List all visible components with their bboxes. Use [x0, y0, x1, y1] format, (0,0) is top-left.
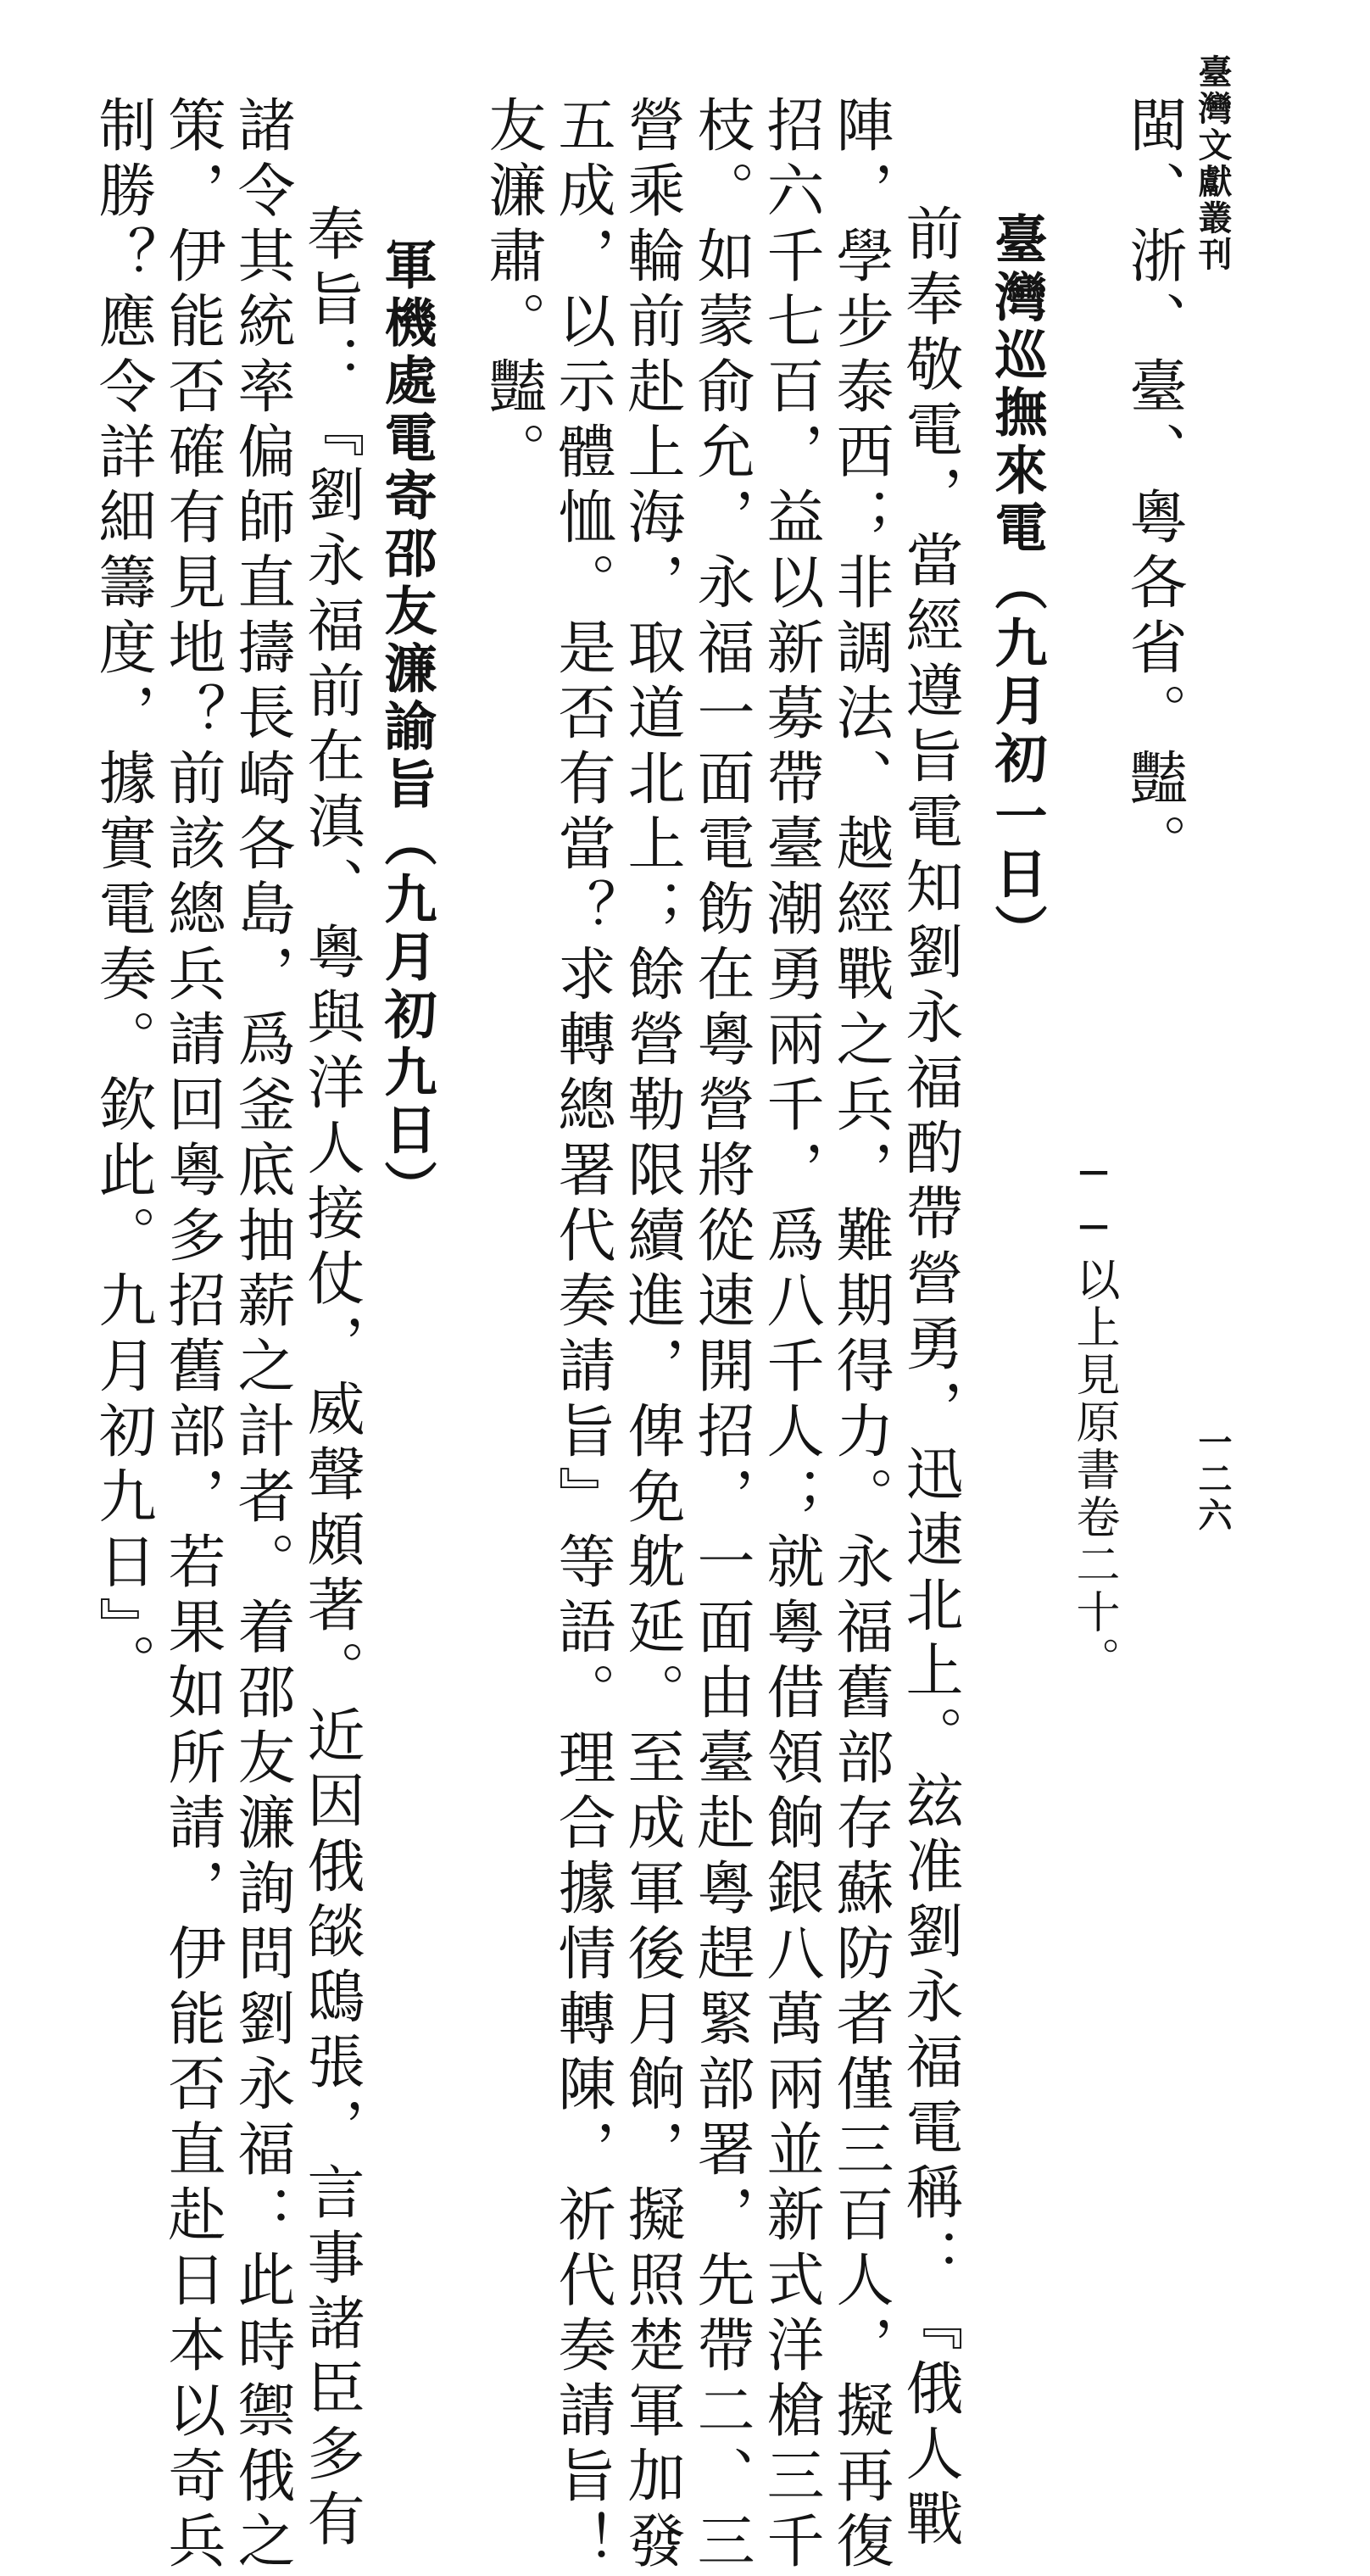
- text-line-1: 閩、浙、臺、粵各省。豔。: [1120, 95, 1187, 878]
- text-line-4: 招六千七百，益以新募帶臺潮勇兩千，爲八千人；就粵借領餉銀八萬兩並新式洋槍三千: [757, 95, 824, 2576]
- text-line-9: 奉旨：『劉永福前在滇、粵與洋人接仗，威聲頗著。近因俄燄鴟張，言事諸臣多有: [298, 204, 365, 2554]
- section-heading-1: 臺灣巡撫來電（九月初一日）: [986, 212, 1048, 962]
- book-title: 臺灣文獻叢刊: [1193, 54, 1233, 273]
- text-line-10: 諸令其統率偏師直擣長崎各島，爲釜底抽薪之計者。着邵友濂詢問劉永福：此時禦俄之: [228, 95, 295, 2576]
- page-number: 一二六: [1193, 1425, 1233, 1534]
- text-line-3: 陣，學步泰西；非調法、越經戰之兵，難期得力。永福舊部存蘇防者僅三百人，擬再復: [827, 95, 894, 2576]
- source-note: ──以上見原書卷二十。: [1068, 1148, 1119, 1684]
- text-line-2: 前奉敬電，當經遵旨電知劉永福酌帶營勇，迅速北上。玆准劉永福電稱：『俄人戰: [896, 204, 963, 2554]
- text-line-6: 營乘輪前赴上海，取道北上；餘營勒限續進，俾免躭延。至成軍後月餉，擬照楚軍加發: [618, 95, 685, 2576]
- section-heading-2: 軍機處電寄邵友濂諭旨（九月初九日）: [376, 237, 437, 1218]
- text-line-12: 制勝？應令詳細籌度，據實電奏。欽此。九月初九日』。: [89, 95, 156, 1698]
- text-line-7: 五成，以示體恤。是否有當？求轉總署代奏請旨』等語。理合據情轉陳，祈代奏請旨！: [549, 95, 615, 2576]
- text-line-11: 策，伊能否確有見地？前該總兵請回粵多招舊部，若果如所請，伊能否直赴日本以奇兵: [159, 95, 226, 2576]
- text-line-8: 友濂肅。豔。: [479, 95, 546, 487]
- text-line-5: 枝。如蒙俞允，永福一面電飭在粵營將從速開招，一面由臺赴粵趕緊部署，先帶二、三: [688, 95, 755, 2576]
